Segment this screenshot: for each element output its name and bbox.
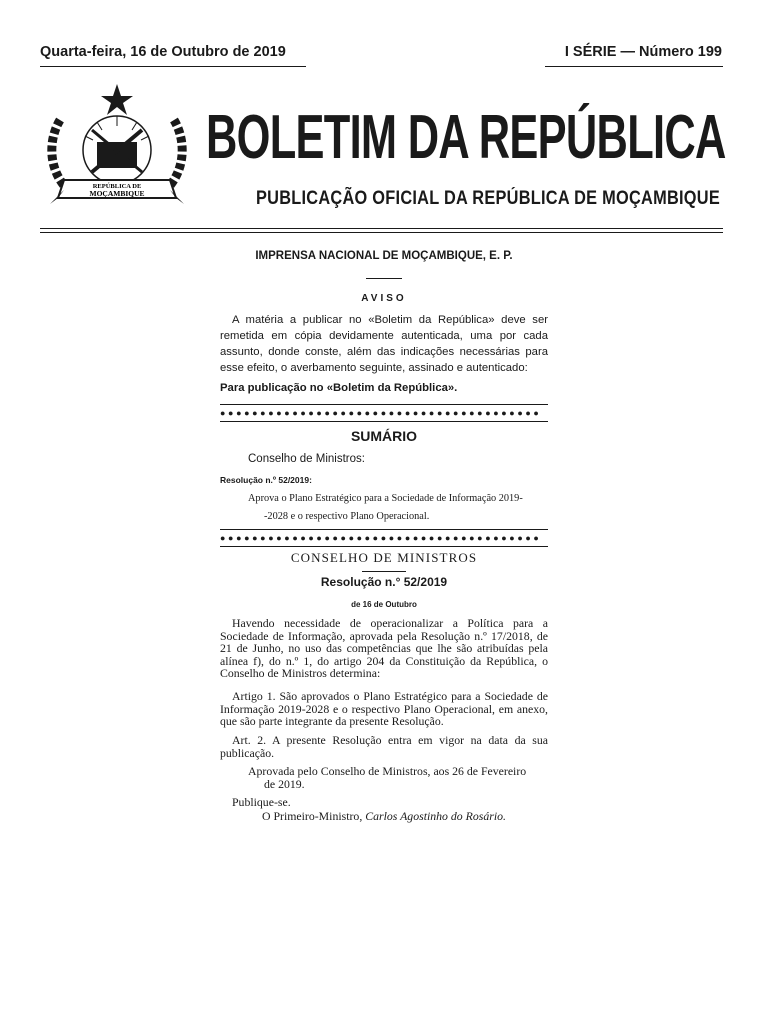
resolution-title: Resolução n.° 52/2019 [320,575,448,589]
coat-of-arms-emblem [42,80,192,212]
issue-date: Quarta-feira, 16 de Outubro de 2019 [40,44,286,60]
divider-short [366,278,402,279]
summary-body-name: Conselho de Ministros: [248,453,365,465]
decree-approval [220,765,548,790]
summary-resolution-label: Resolução n.º 52/2019: [220,475,312,485]
decree-article-1: Artigo 1. São aprovados o Plano Estratégico para a Sociedade de Informação 2019-2028 e o respectivo Plano Operacional, em anexo, que são parte integrante da presente Resolução. [220,689,548,729]
summary-heading: SUMÁRIO [350,428,418,444]
decree-body-heading: CONSELHO DE MINISTROS [290,550,478,565]
divider-short [362,571,406,572]
decree-preamble: Havendo necessidade de operacionalizar a Política para a Sociedade de Informação, aprovada pela Resolução n.º 17/2018, de 21 de Junho, no uso das competências que lhe são atribuídas pela alínea f), do n.º 1, do artigo 204 da Constituição da República, o Conselho de Ministros determina: [220,616,548,681]
masthead-rule-bottom [40,232,723,233]
resolution-date: de 16 de Outubro [351,600,417,609]
masthead-subtitle: PUBLICAÇÃO OFICIAL DA REPÚBLICA DE MOÇAMBIQUE [256,188,720,209]
notice-body: A matéria a publicar no «Boletim da República» deve ser remetida em cópia devidamente autenticada, uma por cada assunto, donde conste, além das indicações necessárias para esse efeito, o averbamento seguinte, assinado e autenticado: [220,314,548,374]
dotted-divider: ●●●●●●●●●●●●●●●●●●●●●●●●●●●●●●●●●●●●●●●● [220,409,542,417]
dotted-divider: ●●●●●●●●●●●●●●●●●●●●●●●●●●●●●●●●●●●●●●●● [220,534,542,542]
emblem-text-top: REPÚBLICA DE [92,183,142,190]
summary-description-line-2: -2028 e o respectivo Plano Operacional. [264,511,430,522]
signatory-name: Carlos Agostinho do Rosário. [365,809,506,823]
divider-line [220,421,548,422]
publisher-name: IMPRENSA NACIONAL DE MOÇAMBIQUE, E. P. [255,250,513,262]
divider-line [220,546,548,547]
emblem-text-bottom: MOÇAMBIQUE [89,189,145,198]
signatory-title: O Primeiro-Ministro, [262,809,363,823]
masthead-rule-top [40,228,723,229]
approval-line-2: de 2019. [264,776,305,791]
summary-description-line-1: Aprova o Plano Estratégico para a Sociedade de Informação 2019- [248,493,523,504]
header-rule-right [545,66,723,67]
notice-bold-line: Para publicação no «Boletim da República». [220,382,458,394]
issue-series-number: I SÉRIE — Número 199 [564,44,722,60]
masthead-title: BOLETIM DA REPÚBLICA [206,103,726,172]
notice-heading: AVISO [361,293,407,304]
decree-signature [262,810,562,823]
decree-article-2: Art. 2. A presente Resolução entra em vigor na data da sua publicação. [220,733,548,760]
decree-publish: Publique-se. [232,795,291,809]
divider-line [220,529,548,530]
header-rule-left [40,66,306,67]
divider-line [220,404,548,405]
approval-line-1: Aprovada pelo Conselho de Ministros, aos 26 de Fevereiro [248,764,527,778]
